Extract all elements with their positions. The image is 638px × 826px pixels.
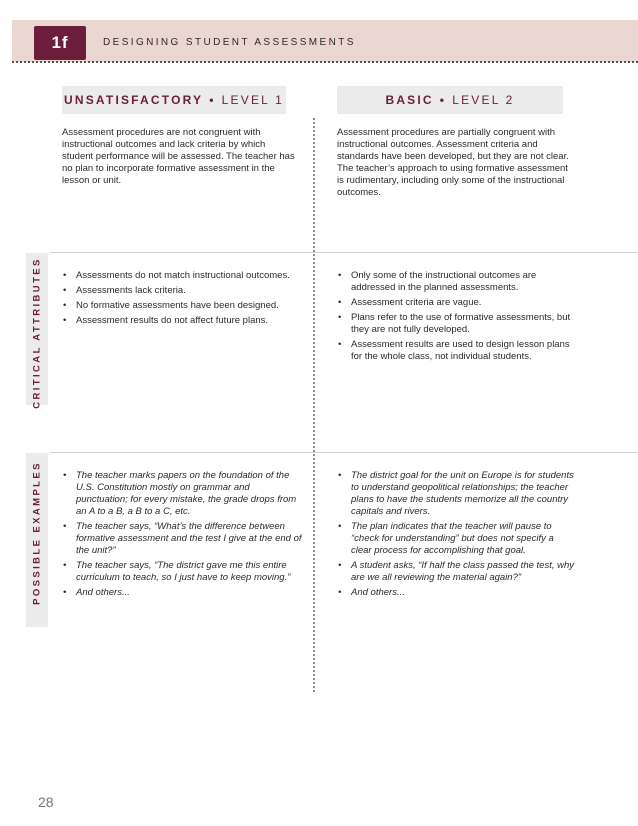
- list-item: • Assessment results do not affect future plans.: [62, 315, 300, 327]
- level-2-name: BASIC: [385, 93, 434, 107]
- possible-examples-level-1-list: [62, 470, 304, 602]
- section-badge: 1f: [34, 26, 86, 60]
- header-divider: [12, 61, 638, 63]
- list-item: • Only some of the instructional outcomes are addressed in the planned assessments.: [337, 270, 573, 294]
- level-2-description: Assessment procedures are partially congruent with instructional outcomes. Assessment criteria and standards have been developed, but they are not clear. The teacher’s approach to using formative assessment is rudimentary, including only some of the instructional outcomes.: [337, 127, 569, 198]
- level-1-heading: [62, 86, 286, 114]
- list-item: • And others...: [62, 587, 304, 599]
- critical-attributes-label: CRITICAL ATTRIBUTES: [31, 257, 43, 409]
- column-divider: [313, 118, 315, 692]
- level-1-description: Assessment procedures are not congruent with instructional outcomes and lack criteria by which student performance will be assessed. The teacher has no plan to incorporate formative assessment in the lesson or unit.: [62, 127, 295, 186]
- critical-attributes-level-2-list: [337, 270, 573, 366]
- list-item: • No formative assessments have been designed.: [62, 300, 300, 312]
- list-item: • The plan indicates that the teacher will pause to “check for understanding” but does not specify a clear process for accomplishing that goal.: [337, 521, 575, 557]
- list-item: • And others...: [337, 587, 575, 599]
- list-item: • Assessments lack criteria.: [62, 285, 300, 297]
- list-item: • The teacher says, “What’s the difference between formative assessment and the test I give at the end of the unit?”: [62, 521, 304, 557]
- section-title: DESIGNING STUDENT ASSESSMENTS: [103, 37, 356, 48]
- level-1-number: LEVEL 1: [221, 93, 284, 107]
- list-item: • Plans refer to the use of formative assessments, but they are not fully developed.: [337, 312, 573, 336]
- list-item: • The teacher says, “The district gave me this entire curriculum to teach, so I just have to keep moving.”: [62, 560, 304, 584]
- possible-examples-rule: [50, 452, 638, 453]
- critical-attributes-level-1-list: [62, 270, 300, 330]
- level-2-heading: [337, 86, 563, 114]
- possible-examples-level-2-list: [337, 470, 575, 602]
- possible-examples-label: POSSIBLE EXAMPLES: [31, 461, 43, 605]
- list-item: • The teacher marks papers on the foundation of the U.S. Constitution mostly on grammar and punctuation; for every mistake, the grade drops from an A to a B, a B to a C, etc.: [62, 470, 304, 518]
- list-item: • Assessments do not match instructional outcomes.: [62, 270, 300, 282]
- level-2-number: LEVEL 2: [452, 93, 515, 107]
- list-item: • Assessment results are used to design lesson plans for the whole class, not individual students.: [337, 339, 573, 363]
- level-1-name: UNSATISFACTORY: [64, 93, 204, 107]
- list-item: • A student asks, “If half the class passed the test, why are we all reviewing the material again?”: [337, 560, 575, 584]
- page-number: 28: [38, 794, 54, 810]
- list-item: • The district goal for the unit on Europe is for students to understand geopolitical relationships; the teacher plans to have the students memorize all the country capitals and rivers.: [337, 470, 575, 518]
- level-2-separator: •: [439, 93, 447, 107]
- critical-attributes-rule: [50, 252, 638, 253]
- level-1-separator: •: [209, 93, 216, 107]
- list-item: • Assessment criteria are vague.: [337, 297, 573, 309]
